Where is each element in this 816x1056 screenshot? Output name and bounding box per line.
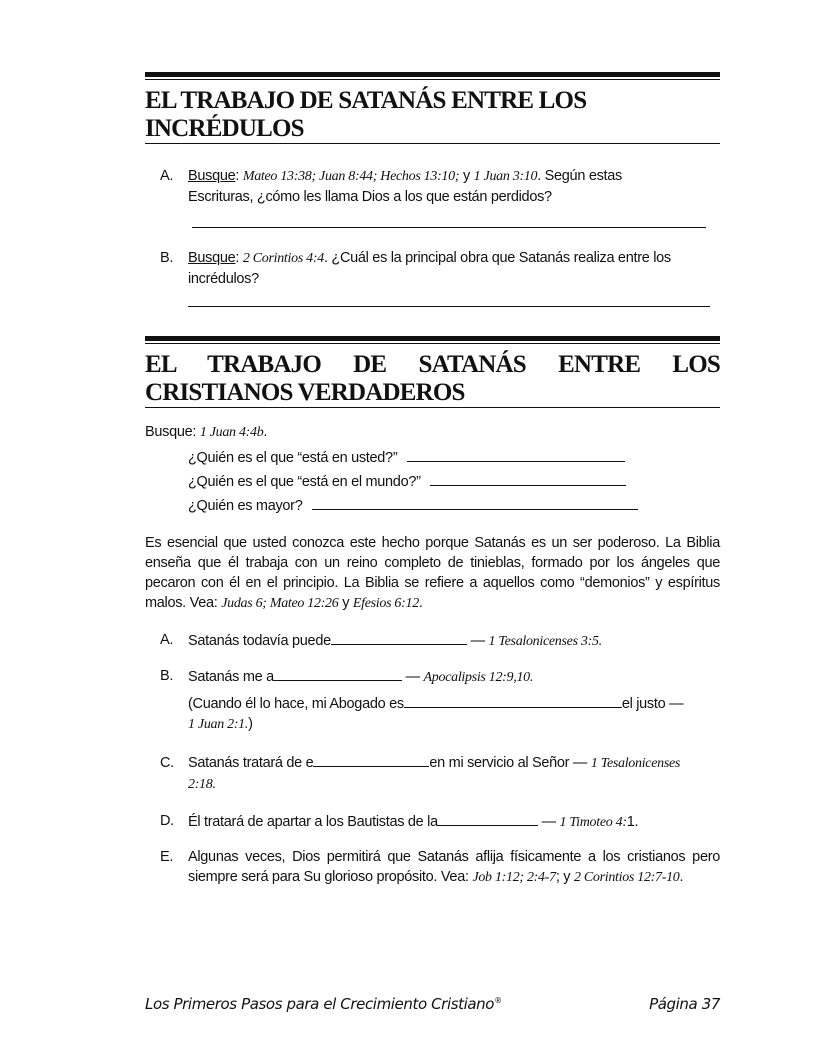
answer-blank[interactable] xyxy=(404,695,622,708)
question-item: ¿Quién es el que “está en el mundo?” xyxy=(188,471,720,493)
section2-item-c: C. Satanás tratará de e en mi servicio al Señor — 1 Tesalonicenses 2:18. xyxy=(160,755,681,792)
footer-title: Los Primeros Pasos para el Crecimiento Cristiano xyxy=(145,995,495,1013)
scripture-ref: Efesios 6:12 xyxy=(352,596,419,611)
scripture-ref: 1 Tesalonicenses 3:5. xyxy=(488,634,602,649)
answer-blank[interactable] xyxy=(274,668,402,681)
scripture-ref: 2 Corintios 12:7-10 xyxy=(573,870,680,885)
section2-title-line1: EL TRABAJO DE SATANÁS ENTRE LOS xyxy=(145,351,721,378)
question-item: ¿Quién es el que “está en usted?” xyxy=(188,447,720,469)
body-paragraph: Es esencial que usted conozca este hecho porque Satanás es un ser poderoso. La Biblia enseña que él trabaja con un reino completo de tinieblas, formado por los ángeles que pecaron con él en el principio. La Biblia se refiere a aquellos como “demonios” y espíritus malos. Vea: Judas 6; Mateo 12:26 y Efesios 6:12. xyxy=(145,535,720,611)
item-label: A. xyxy=(160,168,174,184)
scripture-ref: 1 Juan 4:4b xyxy=(199,425,264,440)
scripture-ref: Judas 6; Mateo 12:26 xyxy=(221,596,339,611)
section2-title-line2: CRISTIANOS VERDADEROS xyxy=(145,379,720,408)
answer-blank[interactable] xyxy=(438,813,538,826)
section1-title xyxy=(145,87,720,144)
busque-label: Busque xyxy=(188,250,236,266)
scripture-ref: Apocalipsis 12:9,10. xyxy=(423,670,534,685)
section2-item-a: A. Satanás todavía puede — 1 Tesalonicenses 3:5. xyxy=(160,632,602,649)
busque-line: Busque: 1 Juan 4:4b. xyxy=(145,424,268,440)
scripture-ref: 2 Corintios 4:4 xyxy=(242,251,324,266)
scripture-ref: Mateo 13:38; Juan 8:44; Hechos 13:10; xyxy=(242,169,460,184)
section1-top-rule xyxy=(145,72,720,80)
answer-blank[interactable] xyxy=(331,632,467,645)
section2-title xyxy=(145,351,720,408)
answer-line-a[interactable] xyxy=(192,226,706,228)
scripture-ref: 1 Juan 2:1. xyxy=(188,717,249,732)
answer-line-b[interactable] xyxy=(188,305,710,307)
abogado-note: (Cuando él lo hace, mi Abogado es el justo — 1 Juan 2:1.) xyxy=(188,696,684,732)
answer-blank[interactable] xyxy=(313,754,429,767)
question-item: ¿Quién es mayor? xyxy=(188,495,720,517)
scripture-ref: 1 Tesalonicenses xyxy=(590,756,681,771)
registered-mark: ® xyxy=(494,996,502,1005)
answer-blank[interactable] xyxy=(312,497,638,510)
section2-item-e: E. Algunas veces, Dios permitirá que Satanás aflija físicamente a los cristianos pero siempre será para Su glorioso propósito. Vea: Job 1:12; 2:4-7; y 2 Corintios 12:7-10. xyxy=(160,849,720,885)
section1-title-line2: INCRÉDULOS xyxy=(145,115,720,144)
section2-item-b: B. Satanás me a — Apocalipsis 12:9,10. (Cuando él lo hace, mi Abogado es el justo — 1 Juan 2:1.) xyxy=(145,668,720,735)
answer-blank[interactable] xyxy=(407,449,625,462)
scripture-ref: 1 Timoteo 4: xyxy=(559,815,627,830)
section1-item-b: B. Busque: 2 Corintios 4:4. ¿Cuál es la principal obra que Satanás realiza entre los incrédulos? xyxy=(160,250,671,287)
section2-item-d: D. Él tratará de apartar a los Bautistas de la — 1 Timoteo 4:1. xyxy=(160,813,639,830)
busque-label: Busque xyxy=(188,168,236,184)
page-content xyxy=(145,72,720,888)
question-list xyxy=(145,447,720,517)
section2-top-rule xyxy=(145,336,720,344)
scripture-ref: 2:18. xyxy=(188,777,216,792)
section1-title-line1: EL TRABAJO DE SATANÁS ENTRE LOS xyxy=(145,87,587,114)
page-footer xyxy=(145,995,720,1013)
page-number: Página 37 xyxy=(649,995,720,1013)
item-label: B. xyxy=(160,250,174,266)
answer-blank[interactable] xyxy=(430,473,626,486)
scripture-ref: 1 Juan 3:10 xyxy=(473,169,538,184)
scripture-ref: Job 1:12; 2:4-7 xyxy=(472,870,556,885)
section1-item-a: A. Busque: Mateo 13:38; Juan 8:44; Hechos 13:10; y 1 Juan 3:10. Según estas Escrituras, ¿cómo les llama Dios a los que están perdidos? xyxy=(160,168,622,205)
